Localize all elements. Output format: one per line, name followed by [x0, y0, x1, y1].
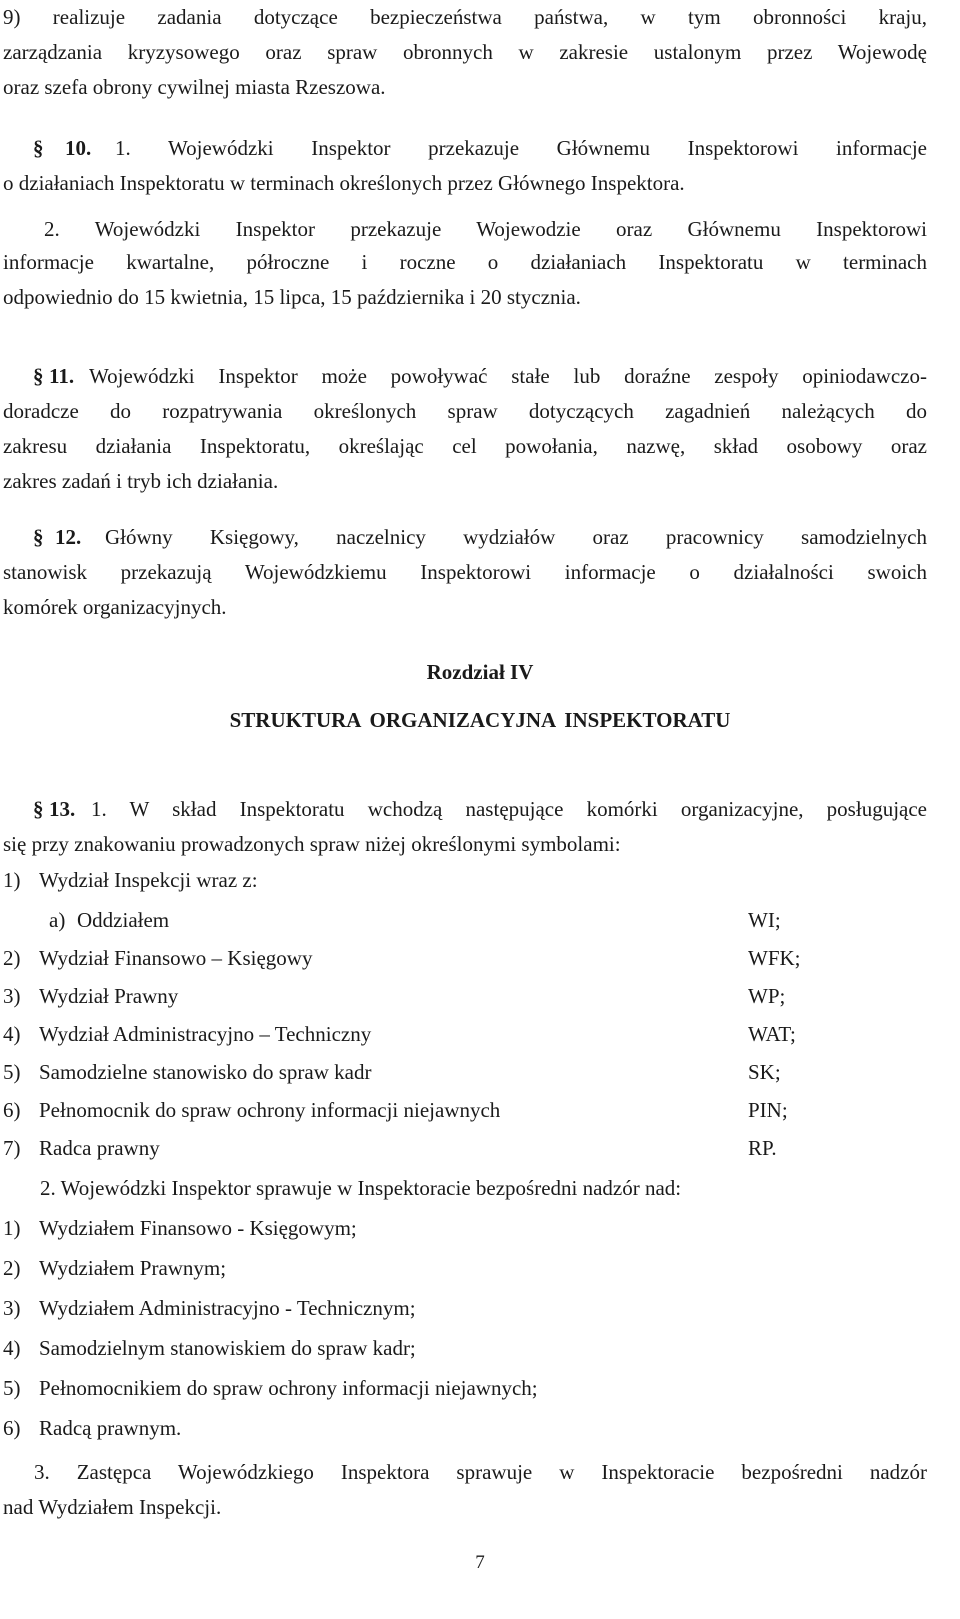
p9-line-2: zarządzania kryzysowego oraz spraw obronnych w zakresie ustalonym przez Wojewodę: [3, 40, 927, 64]
section-sign: §: [33, 797, 44, 821]
s10-p2-line-3: odpowiednio do 15 kwietnia, 15 lipca, 15 października i 20 stycznia.: [3, 285, 581, 309]
s11-line-4: zakres zadań i tryb ich działania.: [3, 469, 279, 493]
unit-row: [3, 863, 927, 898]
s12-line-1: Główny Księgowy, naczelnicy wydziałów oraz pracownicy samodzielnych: [105, 525, 927, 549]
unit-number: 5): [3, 1060, 21, 1084]
unit-number: 4): [3, 1022, 21, 1046]
unit-label: Pełnomocnik do spraw ochrony informacji niejawnych: [39, 1098, 501, 1122]
unit-symbol: SK;: [748, 1060, 781, 1084]
s12-line-2: stanowisk przekazują Wojewódzkiemu Inspektorowi informacje o działalności swoich: [3, 560, 927, 584]
s13-intro-line-2: się przy znakowaniu prowadzonych spraw niżej określonymi symbolami:: [3, 832, 621, 856]
supervised-number: 6): [3, 1416, 21, 1440]
unit-symbol: WAT;: [748, 1022, 796, 1046]
unit-number: a): [49, 908, 66, 932]
supervised-label: Wydziałem Prawnym;: [39, 1256, 227, 1280]
unit-label: Radca prawny: [39, 1136, 160, 1160]
unit-label: Wydział Administracyjno – Techniczny: [39, 1022, 372, 1046]
supervised-row: [3, 1211, 927, 1246]
unit-label: Oddziałem: [77, 908, 170, 932]
supervised-label: Wydziałem Finansowo - Księgowym;: [39, 1216, 357, 1240]
unit-number: 3): [3, 984, 21, 1008]
supervised-row: [3, 1251, 927, 1286]
s13-intro-line-1: 1. W skład Inspektoratu wchodzą następujące komórki organizacyjne, posługujące: [91, 797, 927, 821]
s10-line-1: 1. Wojewódzki Inspektor przekazuje Głównemu Inspektorowi informacje: [115, 136, 927, 160]
section-sign: §: [33, 525, 44, 549]
chapter-subtitle: STRUKTURA ORGANIZACYJNA INSPEKTORATU: [229, 708, 731, 732]
s13-p3-line-2: nad Wydziałem Inspekcji.: [3, 1495, 222, 1519]
s13-p2: 2. Wojewódzki Inspektor sprawuje w Inspektoracie bezpośredni nadzór nad:: [40, 1176, 682, 1200]
unit-number: 6): [3, 1098, 21, 1122]
section-number: 10.: [65, 136, 92, 160]
unit-row: [3, 1055, 927, 1090]
unit-symbol: WP;: [748, 984, 786, 1008]
section-number: 13.: [49, 797, 76, 821]
s10-line-2: o działaniach Inspektoratu w terminach określonych przez Głównego Inspektora.: [3, 171, 685, 195]
section-number: 12.: [55, 525, 82, 549]
section-13-header: [3, 792, 927, 827]
unit-number: 7): [3, 1136, 21, 1160]
section-12-header: [3, 520, 927, 555]
page-number: 7: [475, 1552, 485, 1573]
section-10-header: [3, 131, 927, 166]
supervised-number: 5): [3, 1376, 21, 1400]
supervised-number: 2): [3, 1256, 21, 1280]
supervised-row: [3, 1411, 927, 1446]
unit-number: 2): [3, 946, 21, 970]
unit-label: Wydział Inspekcji wraz z:: [39, 868, 258, 892]
chapter-title: Rozdział IV: [426, 660, 534, 684]
section-sign: §: [33, 136, 44, 160]
unit-row: [3, 903, 927, 938]
supervised-label: Radcą prawnym.: [39, 1416, 182, 1440]
section-number: 11.: [49, 364, 75, 388]
supervised-label: Pełnomocnikiem do spraw ochrony informacji niejawnych;: [39, 1376, 538, 1400]
section-11-header: [3, 359, 927, 394]
unit-symbol: WI;: [748, 908, 781, 932]
s11-line-1: Wojewódzki Inspektor może powoływać stałe lub doraźne zespoły opiniodawczo-: [89, 364, 927, 388]
s11-line-2: doradcze do rozpatrywania określonych spraw dotyczących zagadnień należących do: [3, 399, 927, 423]
supervised-label: Samodzielnym stanowiskiem do spraw kadr;: [39, 1336, 416, 1360]
supervised-label: Wydziałem Administracyjno - Technicznym;: [39, 1296, 416, 1320]
unit-row: [3, 1131, 927, 1166]
section-sign: §: [33, 364, 44, 388]
unit-symbol: RP.: [748, 1136, 777, 1160]
supervised-number: 1): [3, 1216, 21, 1240]
unit-row: [3, 1093, 927, 1128]
supervised-number: 3): [3, 1296, 21, 1320]
unit-number: 1): [3, 868, 21, 892]
unit-symbol: PIN;: [748, 1098, 788, 1122]
s11-line-3: zakresu działania Inspektoratu, określając cel powołania, nazwę, skład osobowy oraz: [3, 434, 927, 458]
s13-p3-line-1: 3. Zastępca Wojewódzkiego Inspektora sprawuje w Inspektoracie bezpośredni nadzór: [34, 1460, 927, 1484]
unit-row: [3, 941, 927, 976]
supervised-row: [3, 1371, 927, 1406]
s10-p2-line-2: informacje kwartalne, półroczne i roczne o działaniach Inspektoratu w terminach: [3, 250, 927, 274]
unit-label: Wydział Finansowo – Księgowy: [39, 946, 313, 970]
supervised-number: 4): [3, 1336, 21, 1360]
unit-label: Wydział Prawny: [39, 984, 179, 1008]
s12-line-3: komórek organizacyjnych.: [3, 595, 227, 619]
p9-line-3: oraz szefa obrony cywilnej miasta Rzeszowa.: [3, 75, 386, 99]
s10-p2-line-1: 2. Wojewódzki Inspektor przekazuje Wojewodzie oraz Głównemu Inspektorowi: [44, 217, 927, 241]
p9-line-1: 9) realizuje zadania dotyczące bezpieczeństwa państwa, w tym obronności kraju,: [3, 5, 927, 29]
unit-row: [3, 1017, 927, 1052]
supervised-row: [3, 1291, 927, 1326]
unit-symbol: WFK;: [748, 946, 801, 970]
unit-row: [3, 979, 927, 1014]
supervised-row: [3, 1331, 927, 1366]
unit-label: Samodzielne stanowisko do spraw kadr: [39, 1060, 372, 1084]
